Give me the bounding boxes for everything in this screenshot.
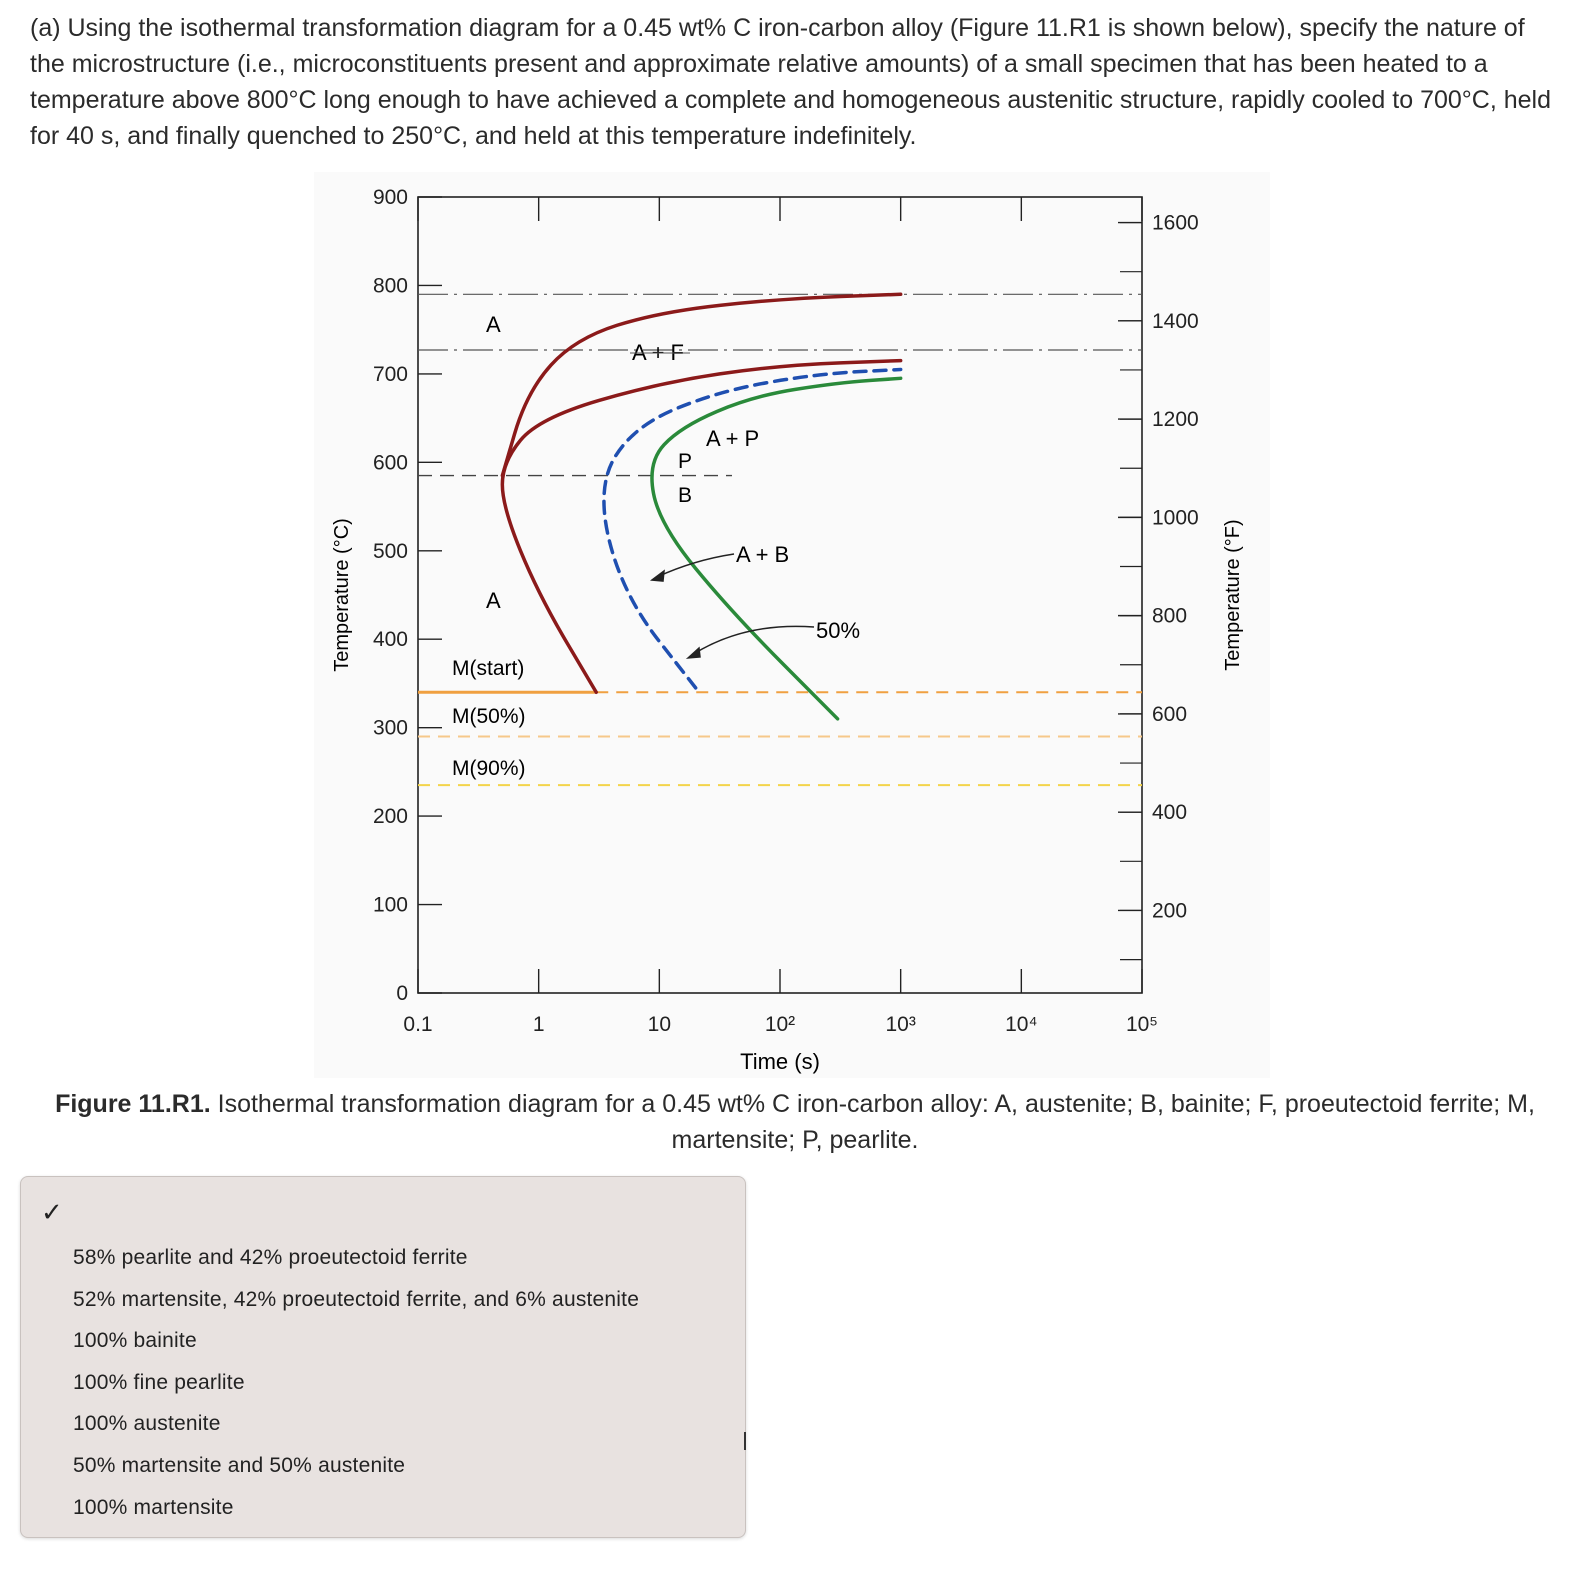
answer-option[interactable]: 100% fine pearlite [73, 1370, 245, 1394]
y-tick-label-left: 600 [372, 451, 408, 475]
label-m-start: M(start) [452, 657, 525, 680]
x-tick-label: 0.1 [403, 1013, 433, 1036]
question-text: (a) Using the isothermal transformation diagram for a 0.45 wt% C iron-carbon alloy (Figure 11.R1 is shown below), specify the nature of the microstructure (i.e., microconstituents present and approximate relative amounts) of a small specimen that has been heated to a temperature above 800°C long enough to have achieved a complete and homogeneous austenitic structure, rapidly cooled to 700°C, held for 40 s, and finally quenched to 250°C, and held at this temperature indefinitely. [30, 14, 1551, 150]
answer-dropdown[interactable] [20, 1176, 746, 1538]
tt-diagram [314, 172, 1270, 1078]
y-tick-label-right: 200 [1152, 899, 1188, 923]
label-a-plus-f: A + F [632, 340, 684, 365]
x-axis-title: Time (s) [740, 1049, 820, 1074]
y-tick-label-left: 400 [372, 628, 408, 652]
y-tick-label-right: 1200 [1152, 408, 1199, 432]
answer-option[interactable]: 52% martensite, 42% proeutectoid ferrite, and 6% austenite [73, 1287, 640, 1311]
annotation-arrows [652, 554, 814, 658]
arrow-head [652, 571, 664, 581]
y-tick-label-right: 1000 [1152, 506, 1199, 530]
figure-title: Figure 11.R1. [55, 1090, 211, 1118]
y-tick-label-left: 300 [372, 716, 408, 740]
answer-option[interactable]: 50% martensite and 50% austenite [73, 1453, 406, 1477]
label-m-90: M(90%) [452, 757, 526, 780]
x-tick-label: 10² [764, 1013, 796, 1036]
y-axis-title-right: Temperature (°F) [1222, 519, 1244, 671]
plot-frame [418, 197, 1142, 993]
x-tick-label: 10³ [885, 1013, 916, 1036]
y-tick-label-left: 700 [372, 362, 408, 386]
label-m-50: M(50%) [452, 705, 526, 728]
y-tick-label-right: 400 [1152, 801, 1188, 825]
label-a-plus-p: A + P [706, 426, 760, 451]
y-tick-label-left: 0 [396, 982, 408, 1005]
y-tick-label-right: 600 [1152, 702, 1188, 726]
cursor-mark [744, 1432, 746, 1450]
answer-option[interactable]: 58% pearlite and 42% proeutectoid ferrite [73, 1246, 468, 1269]
check-icon: ✓ [41, 1197, 63, 1227]
y-tick-label-left: 200 [372, 805, 408, 829]
y-tick-label-left: 900 [372, 186, 408, 209]
label-a-plus-b: A + B [736, 542, 790, 567]
answer-option[interactable]: 100% bainite [73, 1329, 197, 1353]
y-tick-label-right: 1600 [1152, 211, 1199, 235]
answer-option[interactable]: 100% martensite [73, 1495, 234, 1519]
x-tick-label: 10⁴ [1005, 1013, 1038, 1036]
curve-proeutectoid-ferrite-start [502, 294, 900, 475]
x-tick-label: 1 [532, 1013, 545, 1036]
figure-caption [30, 1086, 1560, 1158]
label-austenite-upper: A [486, 312, 501, 337]
arrow-head [688, 648, 700, 658]
figure-caption-text: Isothermal transformation diagram for a 0.45 wt% C iron-carbon alloy: A, austenite; B, bainite; F, proeutectoid ferrite; M, martensite; P, pearlite. [217, 1090, 1535, 1154]
y-tick-label-left: 500 [372, 539, 408, 563]
y-tick-label-right: 1400 [1152, 309, 1199, 333]
label-bainite: B [678, 484, 693, 507]
label-fifty-percent: 50% [816, 618, 861, 643]
y-axis-title-left: Temperature (°C) [331, 518, 353, 672]
y-tick-label-left: 100 [372, 893, 408, 917]
x-tick-label: 10 [647, 1013, 672, 1036]
answer-option[interactable]: 100% austenite [73, 1412, 221, 1436]
x-tick-label: 10⁵ [1125, 1013, 1159, 1036]
arrow-a-plus-b [657, 554, 734, 577]
label-austenite-lower: A [486, 588, 501, 613]
tt-diagram-figure [314, 172, 1270, 1078]
y-tick-label-right: 800 [1152, 604, 1188, 628]
label-pearlite: P [678, 450, 693, 473]
answer-options [73, 1237, 639, 1528]
arrow-fifty [692, 626, 814, 655]
y-tick-label-left: 800 [372, 274, 408, 298]
